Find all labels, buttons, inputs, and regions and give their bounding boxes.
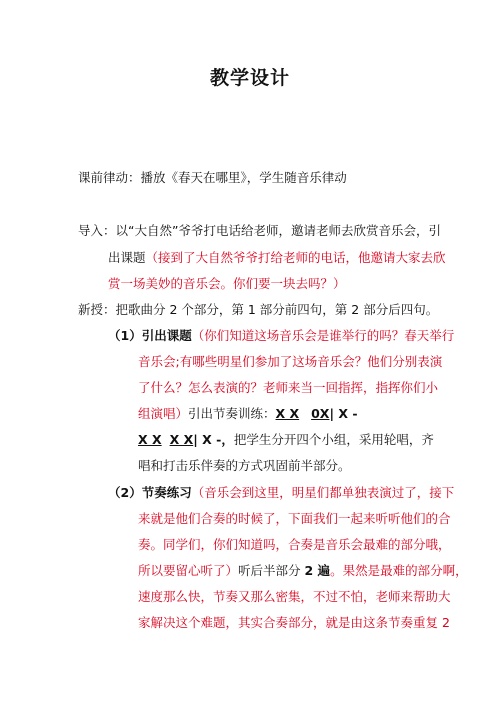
rhythm-1: X X	[275, 406, 300, 421]
document-title: 教学设计	[209, 67, 290, 89]
intro-line-3: 赏一场美妙的音乐会。你们要一块去吗？）	[108, 276, 346, 291]
intro-line-2	[108, 250, 446, 266]
rhythm-4: X X	[138, 432, 162, 447]
step2-label: （2）节奏练习	[108, 485, 192, 500]
step2-bold-4: 2 遍	[304, 563, 331, 578]
rhythm-5: X X	[169, 432, 194, 447]
step1-line-2: 音乐会;有哪些明星们参加了这场音乐会？他们分别表演	[138, 354, 443, 369]
intro-red-1: （接到了大自然爷爷打给老师的电话，他邀请大家去欣	[145, 250, 446, 265]
step1-red-1: （你们知道这场音乐会是谁举行的吗？春天举行	[191, 328, 455, 343]
intro-prefix: 出课题	[108, 250, 146, 265]
step2-line-5: 速度那么快，节奏又那么密集，不过不怕，老师来帮助大	[138, 589, 451, 604]
step1-line-3: 了什么？怎么表演的？老师来当一回指挥，指挥你们小	[138, 380, 439, 395]
step1-label: （1）引出课题	[108, 328, 192, 343]
step1-line-4	[138, 406, 358, 422]
intro-line-1: 导入：以“大自然”爷爷打电话给老师，邀请老师去欣赏音乐会，引	[78, 223, 441, 238]
step2-line-4	[138, 563, 468, 579]
rhythm-3: | X -	[329, 406, 358, 421]
step1-text-4: 引出节奏训练：	[188, 406, 276, 421]
step2-line-3: 奏。同学们，你们知道吗，合奏是音乐会最难的部分哦，	[138, 537, 451, 552]
step2-line-2: 来就是他们合奏的时候了，下面我们一起来听听他们的合	[138, 511, 451, 526]
step2-red-4: 所以要留心听了）	[138, 563, 239, 578]
step2-text-4: 听后半部分	[238, 563, 305, 578]
step2-line-6: 家解决这个难题，其实合奏部分，就是由这条节奏重复 2	[138, 615, 450, 630]
new-lesson-line: 新授：把歌曲分 2 个部分，第 1 部分前四句，第 2 部分后四句。	[78, 302, 439, 317]
step1-text-5: 把学生分开四个小组，采用轮唱，齐	[233, 432, 434, 447]
step2-red-1: （音乐会到这里，明星们都单独表演过了，接下	[191, 485, 455, 500]
rhythm-2: 0X	[311, 406, 330, 421]
step2-line-1	[108, 485, 454, 501]
step2-red-4b: 。果然是最难的部分啊，	[330, 563, 468, 578]
step1-line-6: 唱和打击乐伴奏的方式巩固前半部分。	[138, 458, 351, 473]
step1-line-5	[138, 432, 434, 448]
warmup-line: 课前律动：播放《春天在哪里》，学生随音乐律动	[78, 170, 347, 185]
rhythm-6: | X -，	[193, 432, 234, 447]
step1-red-4: 组演唱）	[138, 406, 189, 421]
step1-line-1	[108, 328, 454, 344]
